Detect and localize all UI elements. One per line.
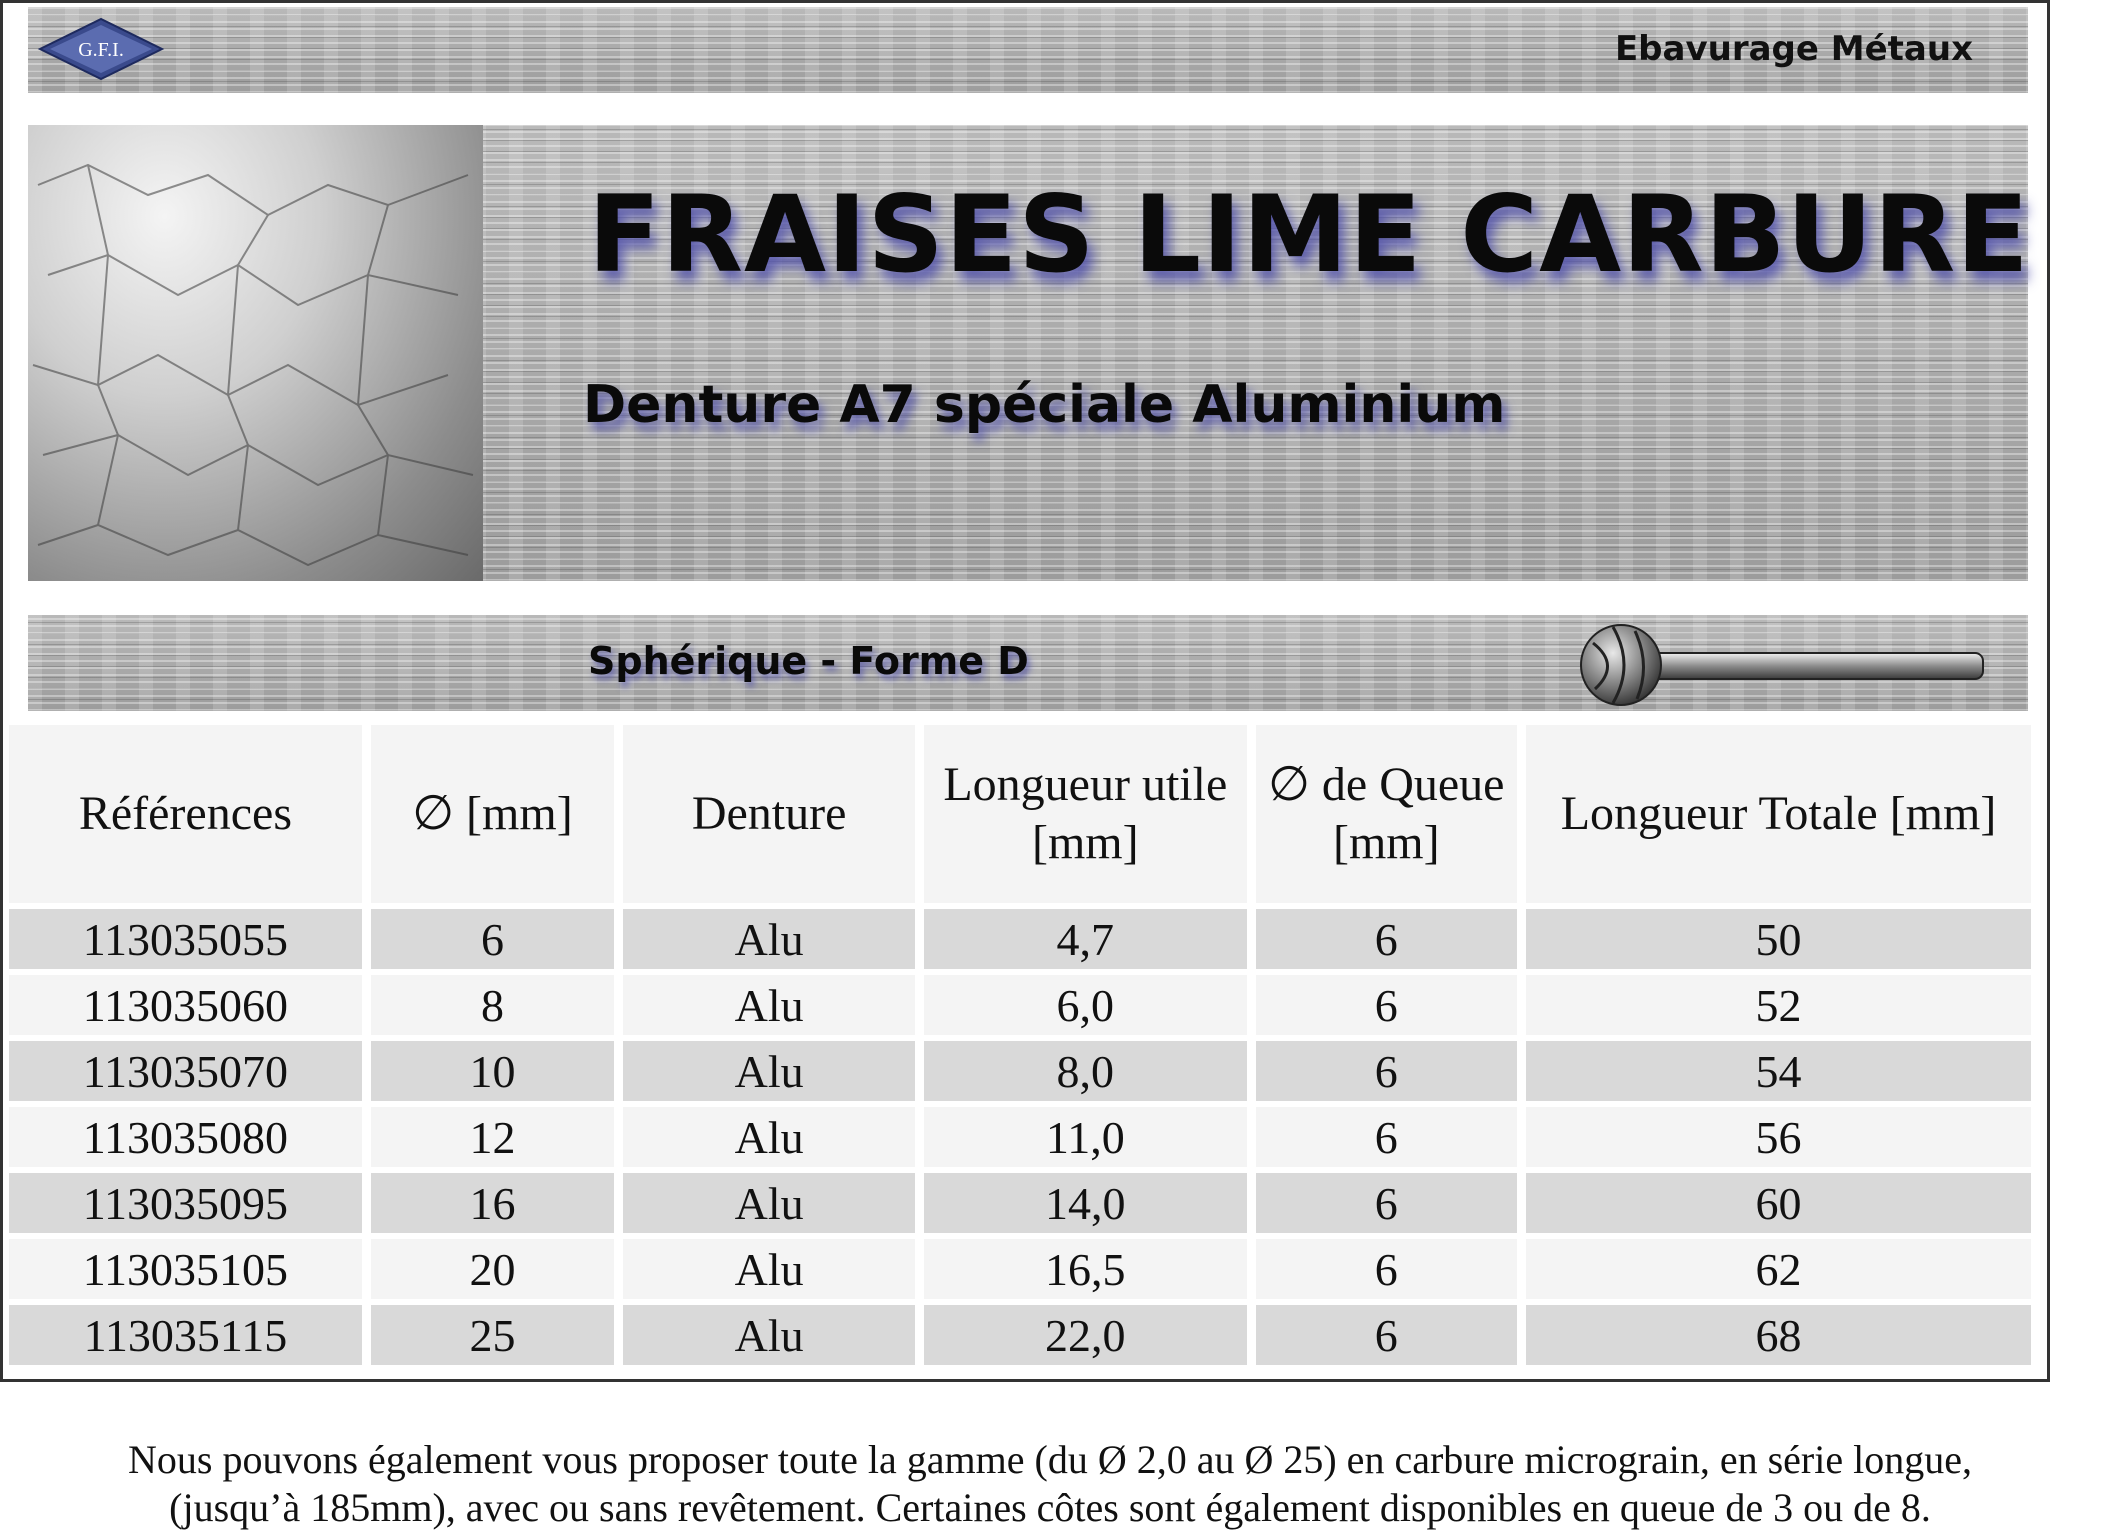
col-header-references: Références — [9, 725, 362, 903]
cell-total-length: 54 — [1526, 1041, 2031, 1101]
col-header-shank-diameter: ∅ de Queue [mm] — [1256, 725, 1518, 903]
footnote-line-1: Nous pouvons également vous proposer toute la gamme (du Ø 2,0 au Ø 25) en carbure micrograin, en série longue, — [128, 1437, 1972, 1482]
cell-shank-diameter: 6 — [1256, 1041, 1518, 1101]
table-row — [9, 975, 2031, 1035]
cell-total-length: 68 — [1526, 1305, 2031, 1365]
cell-denture: Alu — [623, 1107, 915, 1167]
table-header-row — [9, 725, 2031, 903]
cell-shank-diameter: 6 — [1256, 975, 1518, 1035]
cell-length-useful: 8,0 — [924, 1041, 1246, 1101]
logo-text: G.F.I. — [78, 39, 124, 61]
product-table — [0, 719, 2040, 1371]
cell-total-length: 62 — [1526, 1239, 2031, 1299]
cell-total-length: 52 — [1526, 975, 2031, 1035]
page-title: FRAISES LIME CARBURE — [588, 173, 2030, 296]
cell-denture: Alu — [623, 1173, 915, 1233]
form-bar — [28, 615, 2028, 711]
cell-shank-diameter: 6 — [1256, 909, 1518, 969]
cell-length-useful: 22,0 — [924, 1305, 1246, 1365]
cell-reference: 113035115 — [9, 1305, 362, 1365]
cell-shank-diameter: 6 — [1256, 1107, 1518, 1167]
crackle-texture-image — [28, 125, 483, 581]
header-bar — [28, 7, 2028, 93]
cell-diameter: 16 — [371, 1173, 614, 1233]
cell-denture: Alu — [623, 1239, 915, 1299]
cell-denture: Alu — [623, 909, 915, 969]
col-header-length-useful: Longueur utile [mm] — [924, 725, 1246, 903]
category-label: Ebavurage Métaux — [1614, 29, 1973, 69]
col-header-denture: Denture — [623, 725, 915, 903]
cell-shank-diameter: 6 — [1256, 1173, 1518, 1233]
col-header-diameter: ∅ [mm] — [371, 725, 614, 903]
table-row — [9, 1239, 2031, 1299]
table-row — [9, 1041, 2031, 1101]
cell-length-useful: 6,0 — [924, 975, 1246, 1035]
hero-banner — [28, 125, 2028, 581]
cell-reference: 113035080 — [9, 1107, 362, 1167]
cell-diameter: 10 — [371, 1041, 614, 1101]
cell-reference: 113035055 — [9, 909, 362, 969]
table-row — [9, 1305, 2031, 1365]
cell-diameter: 25 — [371, 1305, 614, 1365]
cell-total-length: 60 — [1526, 1173, 2031, 1233]
table-row — [9, 1107, 2031, 1167]
cell-denture: Alu — [623, 1041, 915, 1101]
cell-reference: 113035105 — [9, 1239, 362, 1299]
page-subtitle: Denture A7 spéciale Aluminium — [583, 375, 1506, 435]
cell-length-useful: 14,0 — [924, 1173, 1246, 1233]
cell-total-length: 56 — [1526, 1107, 2031, 1167]
table-row — [9, 1173, 2031, 1233]
cell-reference: 113035070 — [9, 1041, 362, 1101]
spherical-burr-icon — [1573, 623, 1993, 707]
cell-denture: Alu — [623, 975, 915, 1035]
cell-shank-diameter: 6 — [1256, 1239, 1518, 1299]
gfi-logo — [36, 15, 166, 83]
form-label: Sphérique - Forme D — [588, 639, 1029, 683]
cell-length-useful: 11,0 — [924, 1107, 1246, 1167]
cell-length-useful: 16,5 — [924, 1239, 1246, 1299]
cell-diameter: 6 — [371, 909, 614, 969]
cell-diameter: 20 — [371, 1239, 614, 1299]
footnote-line-2: (jusqu’à 185mm), avec ou sans revêtement. Certaines côtes sont également disponibles en queue de 3 ou de 8. — [169, 1485, 1931, 1530]
cell-diameter: 12 — [371, 1107, 614, 1167]
cell-denture: Alu — [623, 1305, 915, 1365]
col-header-total-length: Longueur Totale [mm] — [1526, 725, 2031, 903]
table-row — [9, 909, 2031, 969]
cell-length-useful: 4,7 — [924, 909, 1246, 969]
cell-diameter: 8 — [371, 975, 614, 1035]
cell-reference: 113035060 — [9, 975, 362, 1035]
cell-total-length: 50 — [1526, 909, 2031, 969]
cell-shank-diameter: 6 — [1256, 1305, 1518, 1365]
cell-reference: 113035095 — [9, 1173, 362, 1233]
